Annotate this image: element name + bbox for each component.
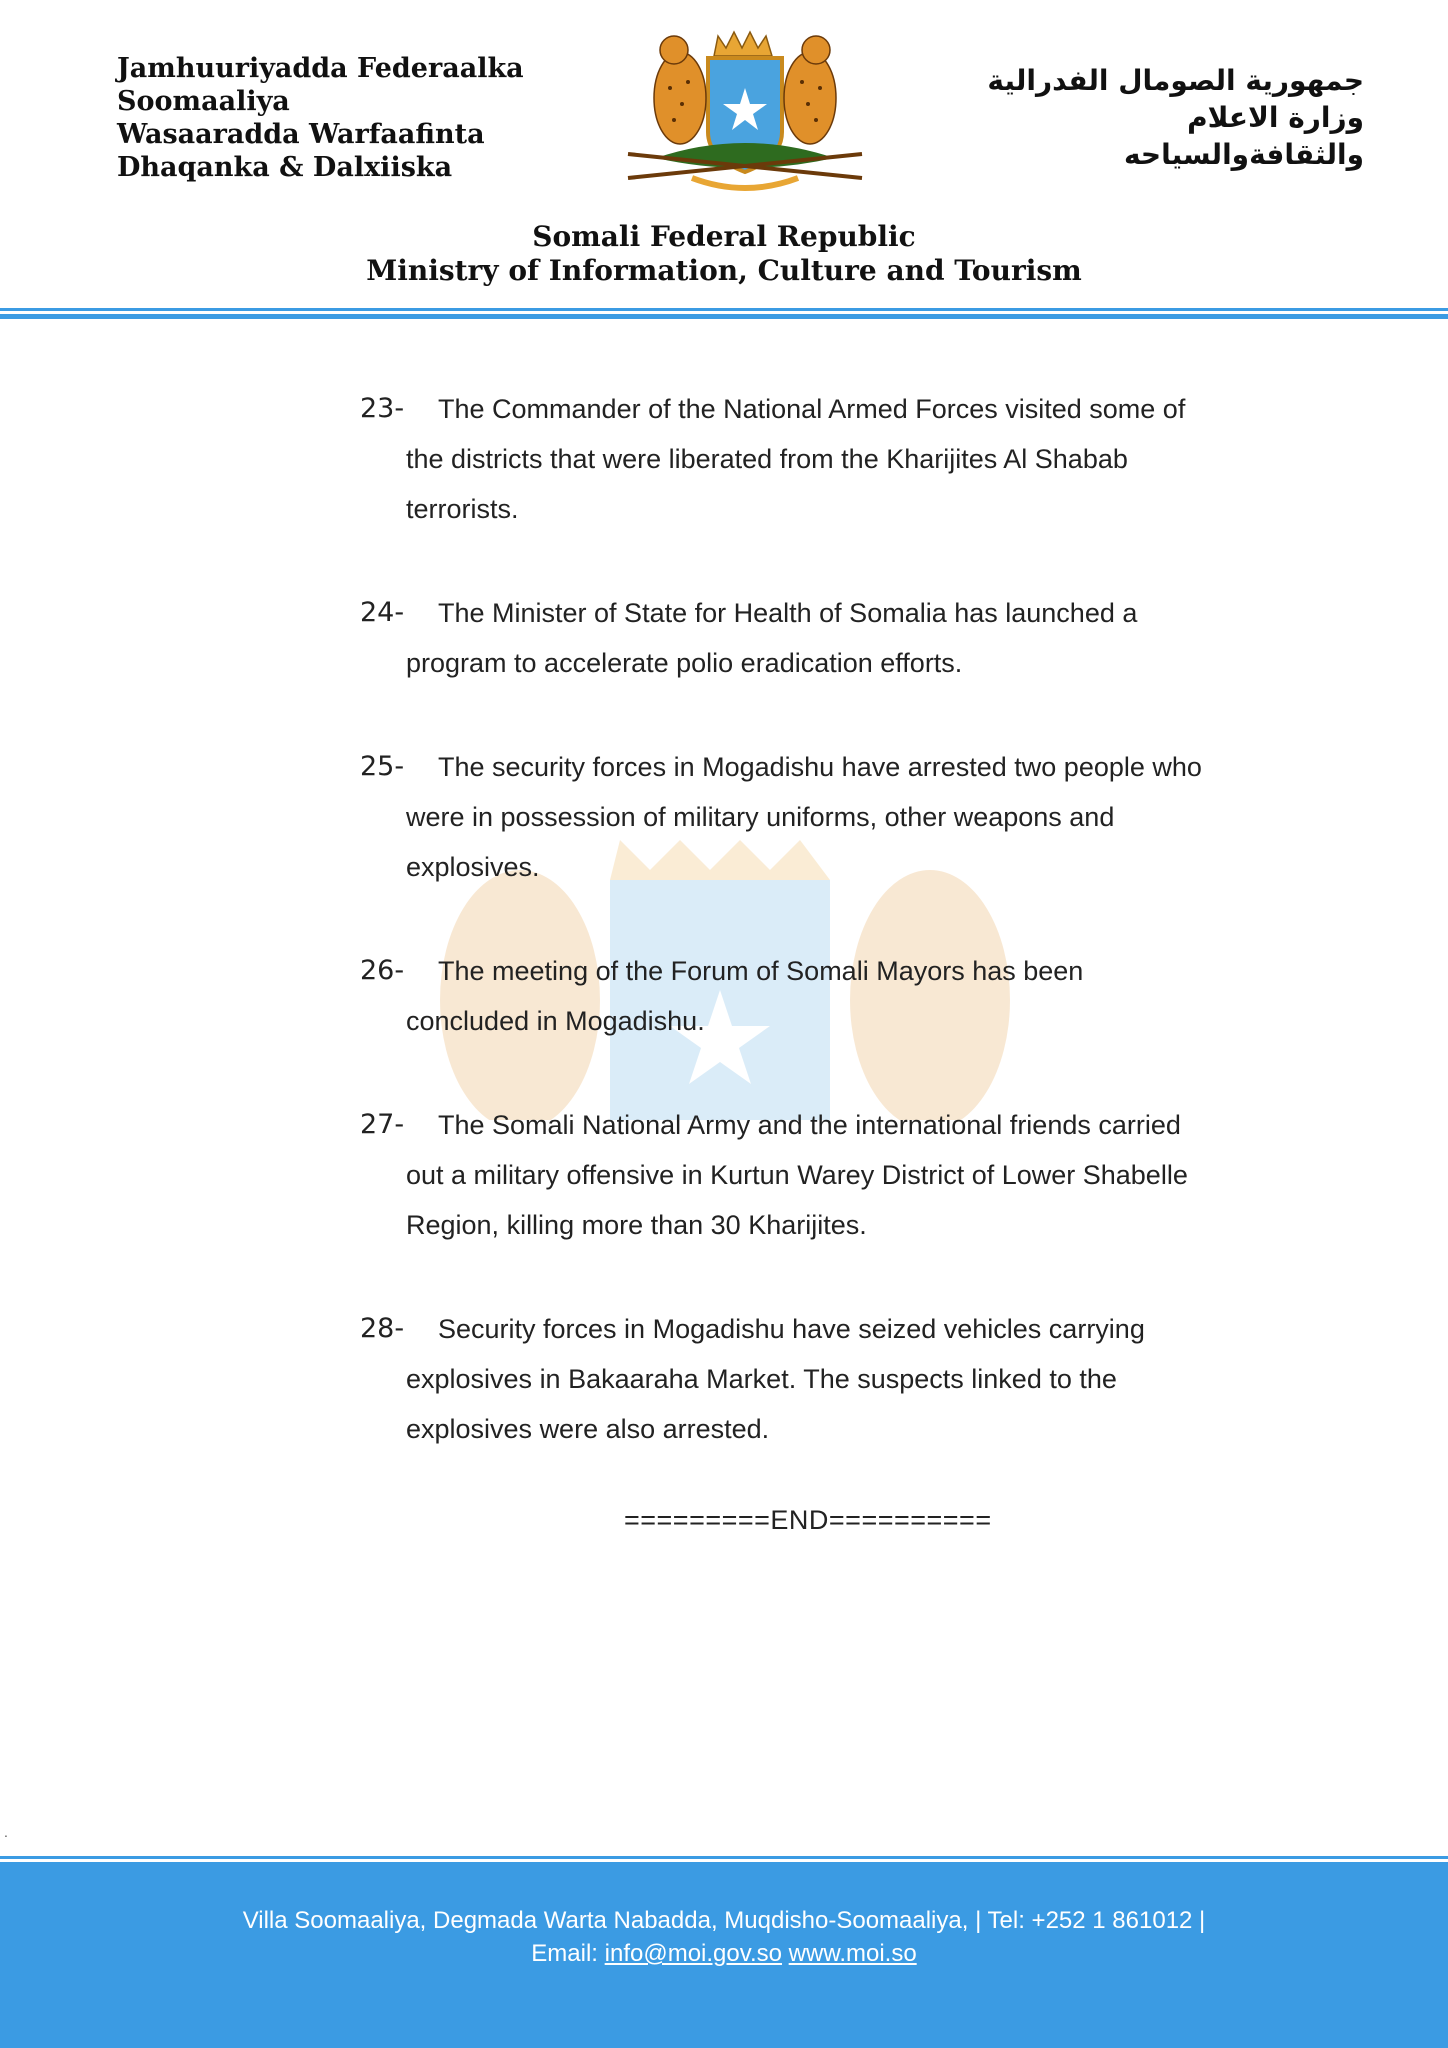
item-line: out a military offensive in Kurtun Warey District of Lower Shabelle [406, 1160, 1188, 1190]
header-arabic-line: وزارة الاعلام [1187, 101, 1364, 134]
item-number: 27- [360, 1109, 405, 1140]
stray-mark: . [4, 1824, 8, 1840]
item-line: The meeting of the Forum of Somali Mayors has been [438, 956, 1084, 986]
republic-title: Somali Federal Republic [532, 220, 916, 253]
item-number: 25- [360, 751, 405, 782]
item-line: concluded in Mogadishu. [406, 1006, 705, 1036]
item-line: explosives in Bakaaraha Market. The suspects linked to the [406, 1364, 1117, 1394]
email-label: Email: [531, 1940, 598, 1967]
item-line: The Minister of State for Health of Somalia has launched a [438, 598, 1138, 628]
header-somali-line: Soomaaliya [117, 86, 290, 117]
header-arabic-name [924, 62, 1364, 173]
header-divider-thin [0, 308, 1448, 311]
item-line: the districts that were liberated from the Kharijites Al Shabab [406, 444, 1128, 474]
coat-of-arms-emblem [622, 28, 868, 204]
header-somali-line: Wasaaradda Warfaafinta [117, 119, 485, 150]
header-arabic-line: جمهورية الصومال الفدرالية [987, 64, 1364, 97]
list-item [360, 742, 1280, 892]
item-number: 28- [360, 1313, 405, 1344]
footer [0, 1862, 1448, 2048]
item-line: The Commander of the National Armed Forces visited some of [438, 394, 1186, 424]
list-item [360, 588, 1280, 688]
header-somali-name [117, 52, 557, 184]
item-line: were in possession of military uniforms, other weapons and [406, 802, 1115, 832]
item-number: 26- [360, 955, 405, 986]
header-divider-thick [0, 314, 1448, 319]
item-line: terrorists. [406, 494, 519, 524]
header-arabic-line: والثقافةوالسياحه [1123, 138, 1364, 171]
item-line: The Somali National Army and the international friends carried [438, 1110, 1181, 1140]
list-item [360, 946, 1280, 1046]
item-line: explosives were also arrested. [406, 1414, 770, 1444]
item-number: 23- [360, 393, 405, 424]
footer-address: Villa Soomaaliya, Degmada Warta Nabadda, Muqdisho-Soomaaliya, | Tel: +252 1 861012 | [242, 1907, 1206, 1934]
website-link[interactable]: www.moi.so [788, 1940, 917, 1967]
end-marker: =========END========== [624, 1505, 992, 1535]
email-link[interactable]: info@moi.gov.so [604, 1940, 782, 1967]
item-line: Security forces in Mogadishu have seized vehicles carrying [438, 1314, 1145, 1344]
list-item [360, 1100, 1280, 1250]
item-line: The security forces in Mogadishu have arrested two people who [438, 752, 1202, 782]
ministry-title: Ministry of Information, Culture and Tourism [366, 254, 1082, 287]
footer-divider [0, 1856, 1448, 1859]
list-item [360, 1304, 1280, 1454]
footer-contact [0, 1937, 1448, 1970]
list-item [360, 384, 1280, 534]
item-number: 24- [360, 597, 405, 628]
header-somali-line: Jamhuuriyadda Federaalka [117, 53, 524, 84]
item-line: program to accelerate polio eradication efforts. [406, 648, 963, 678]
news-items-list [360, 384, 1280, 1508]
header-english-title [0, 220, 1448, 288]
header-somali-line: Dhaqanka & Dalxiiska [117, 152, 453, 183]
item-line: Region, killing more than 30 Kharijites. [406, 1210, 867, 1240]
item-line: explosives. [406, 852, 540, 882]
